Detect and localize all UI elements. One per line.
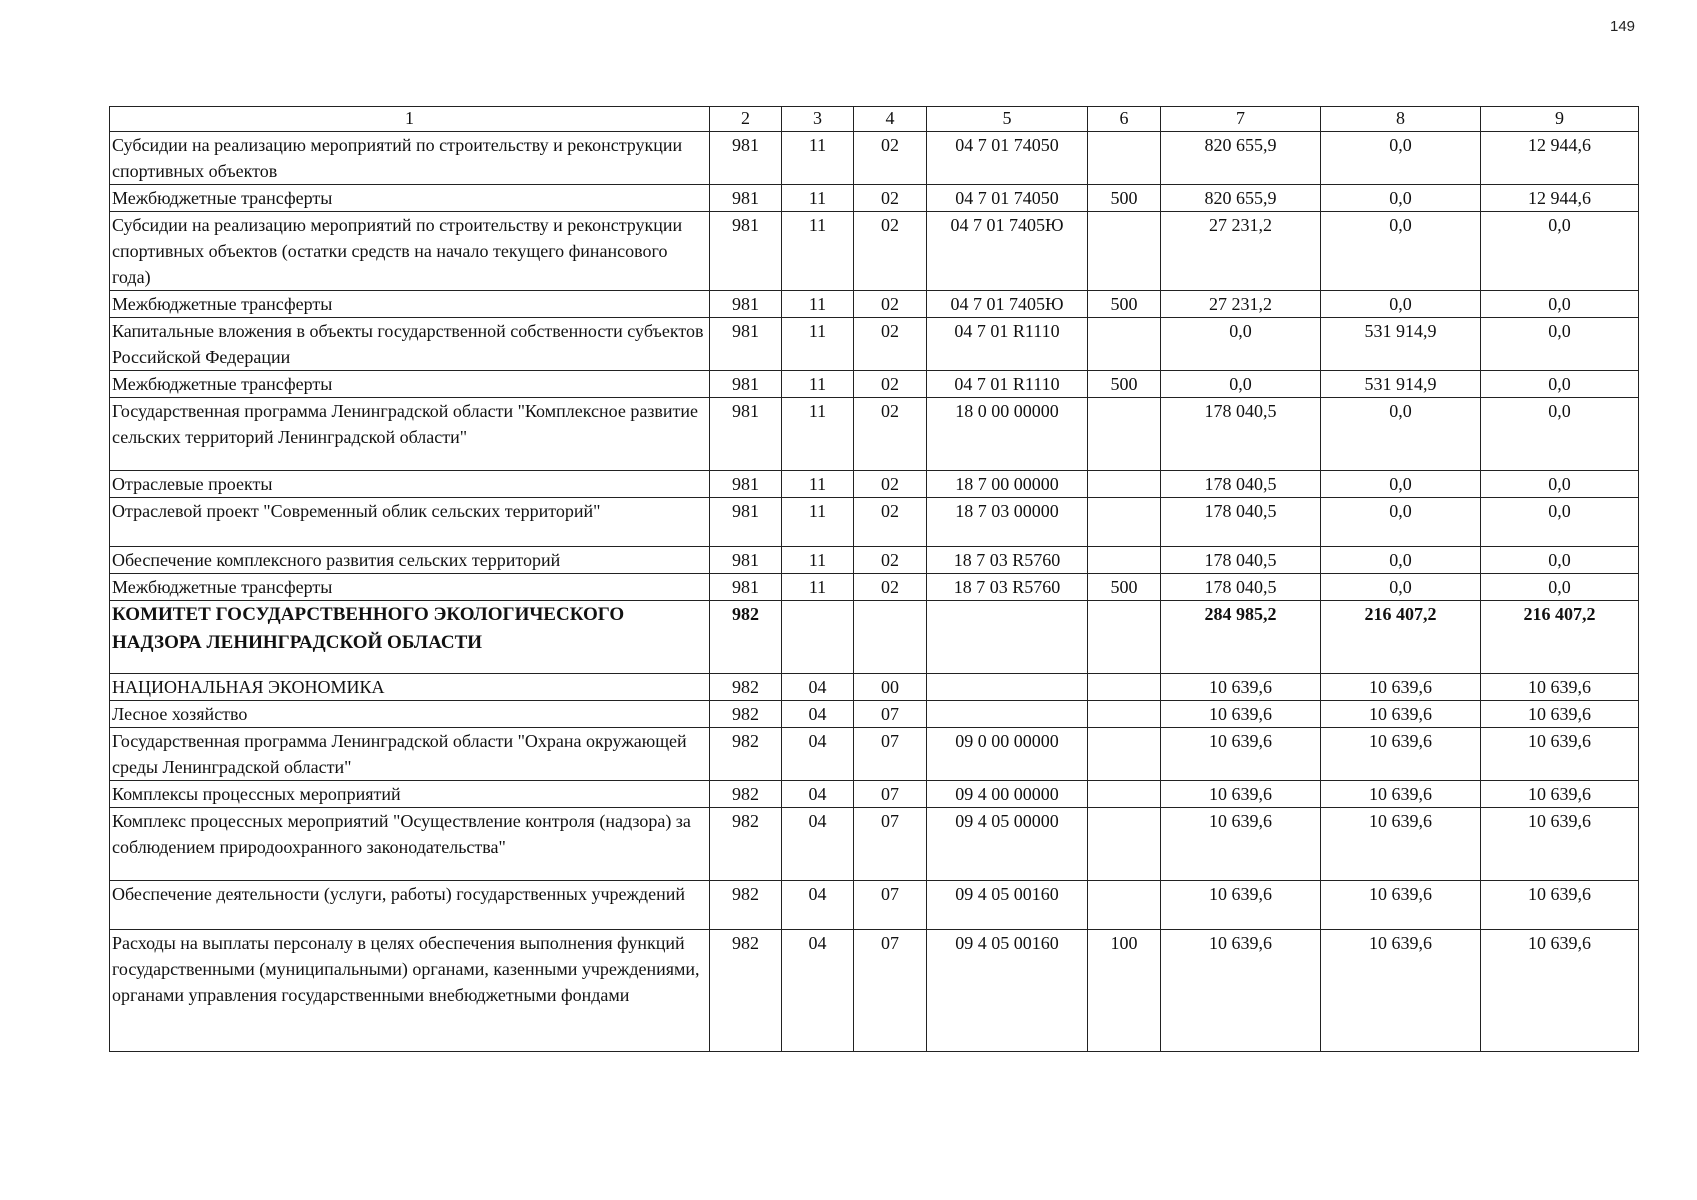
row-code-6: 500 bbox=[1088, 574, 1161, 601]
row-code-2: 982 bbox=[710, 808, 782, 881]
budget-table bbox=[109, 106, 1639, 1052]
row-amount-9: 10 639,6 bbox=[1481, 701, 1639, 728]
row-code-4: 02 bbox=[854, 291, 927, 318]
row-code-5: 09 4 05 00160 bbox=[927, 881, 1088, 930]
row-code-3: 11 bbox=[782, 185, 854, 212]
row-name: Отраслевые проекты bbox=[110, 471, 710, 498]
row-code-4: 02 bbox=[854, 185, 927, 212]
column-header-4: 4 bbox=[854, 107, 927, 132]
row-code-3: 11 bbox=[782, 547, 854, 574]
row-amount-9: 0,0 bbox=[1481, 318, 1639, 371]
row-amount-8: 10 639,6 bbox=[1321, 808, 1481, 881]
row-code-3: 11 bbox=[782, 371, 854, 398]
row-code-5: 04 7 01 R1110 bbox=[927, 318, 1088, 371]
row-amount-8: 0,0 bbox=[1321, 291, 1481, 318]
row-amount-9: 0,0 bbox=[1481, 574, 1639, 601]
table-row bbox=[110, 371, 1639, 398]
row-code-5: 18 7 00 00000 bbox=[927, 471, 1088, 498]
column-number-row bbox=[110, 107, 1639, 132]
row-amount-7: 10 639,6 bbox=[1161, 728, 1321, 781]
row-amount-7: 0,0 bbox=[1161, 371, 1321, 398]
row-amount-9: 10 639,6 bbox=[1481, 781, 1639, 808]
row-name: Обеспечение комплексного развития сельских территорий bbox=[110, 547, 710, 574]
row-code-6 bbox=[1088, 728, 1161, 781]
row-name: Отраслевой проект "Современный облик сельских территорий" bbox=[110, 498, 710, 547]
table-row bbox=[110, 701, 1639, 728]
row-amount-9: 10 639,6 bbox=[1481, 808, 1639, 881]
row-code-2: 981 bbox=[710, 471, 782, 498]
row-code-4 bbox=[854, 601, 927, 674]
row-name: Расходы на выплаты персоналу в целях обеспечения выполнения функций государственными (муниципальными) органами, казенными учреждениями, органами управления государственными внебюджетными фондами bbox=[110, 930, 710, 1052]
table-row bbox=[110, 132, 1639, 185]
row-name: НАЦИОНАЛЬНАЯ ЭКОНОМИКА bbox=[110, 674, 710, 701]
row-amount-8: 0,0 bbox=[1321, 574, 1481, 601]
row-code-2: 981 bbox=[710, 398, 782, 471]
row-code-5 bbox=[927, 701, 1088, 728]
row-code-3: 04 bbox=[782, 674, 854, 701]
column-header-2: 2 bbox=[710, 107, 782, 132]
row-code-6 bbox=[1088, 881, 1161, 930]
row-amount-7: 284 985,2 bbox=[1161, 601, 1321, 674]
row-name: Государственная программа Ленинградской области "Комплексное развитие сельских территорий Ленинградской области" bbox=[110, 398, 710, 471]
column-header-7: 7 bbox=[1161, 107, 1321, 132]
table-row bbox=[110, 185, 1639, 212]
row-amount-7: 10 639,6 bbox=[1161, 701, 1321, 728]
column-header-9: 9 bbox=[1481, 107, 1639, 132]
row-amount-7: 10 639,6 bbox=[1161, 674, 1321, 701]
row-code-5: 18 0 00 00000 bbox=[927, 398, 1088, 471]
row-amount-7: 178 040,5 bbox=[1161, 398, 1321, 471]
row-name: Межбюджетные трансферты bbox=[110, 371, 710, 398]
row-code-3: 11 bbox=[782, 498, 854, 547]
row-name: Капитальные вложения в объекты государственной собственности субъектов Российской Федерации bbox=[110, 318, 710, 371]
row-code-2: 982 bbox=[710, 601, 782, 674]
row-amount-9: 10 639,6 bbox=[1481, 930, 1639, 1052]
table-row bbox=[110, 808, 1639, 881]
column-header-5: 5 bbox=[927, 107, 1088, 132]
row-code-4: 07 bbox=[854, 881, 927, 930]
row-amount-8: 10 639,6 bbox=[1321, 674, 1481, 701]
row-code-5: 04 7 01 74050 bbox=[927, 185, 1088, 212]
row-amount-9: 0,0 bbox=[1481, 398, 1639, 471]
row-code-6 bbox=[1088, 674, 1161, 701]
row-code-6: 500 bbox=[1088, 291, 1161, 318]
row-code-2: 982 bbox=[710, 701, 782, 728]
row-name: Межбюджетные трансферты bbox=[110, 574, 710, 601]
row-amount-7: 10 639,6 bbox=[1161, 808, 1321, 881]
row-code-4: 07 bbox=[854, 701, 927, 728]
row-amount-8: 0,0 bbox=[1321, 398, 1481, 471]
row-code-2: 981 bbox=[710, 291, 782, 318]
row-code-5: 04 7 01 7405Ю bbox=[927, 212, 1088, 291]
row-code-6 bbox=[1088, 471, 1161, 498]
row-code-3: 11 bbox=[782, 574, 854, 601]
row-amount-8: 10 639,6 bbox=[1321, 781, 1481, 808]
row-amount-7: 178 040,5 bbox=[1161, 498, 1321, 547]
row-code-6 bbox=[1088, 547, 1161, 574]
row-name: КОМИТЕТ ГОСУДАРСТВЕННОГО ЭКОЛОГИЧЕСКОГО НАДЗОРА ЛЕНИНГРАДСКОЙ ОБЛАСТИ bbox=[110, 601, 710, 674]
row-code-5 bbox=[927, 601, 1088, 674]
row-code-5: 09 4 05 00000 bbox=[927, 808, 1088, 881]
row-code-4: 07 bbox=[854, 808, 927, 881]
table-body bbox=[110, 107, 1639, 1052]
row-code-3: 11 bbox=[782, 318, 854, 371]
row-amount-7: 27 231,2 bbox=[1161, 291, 1321, 318]
row-code-6 bbox=[1088, 601, 1161, 674]
column-header-8: 8 bbox=[1321, 107, 1481, 132]
row-code-4: 02 bbox=[854, 471, 927, 498]
row-amount-8: 531 914,9 bbox=[1321, 318, 1481, 371]
row-amount-9: 0,0 bbox=[1481, 498, 1639, 547]
table-row bbox=[110, 318, 1639, 371]
row-code-2: 981 bbox=[710, 132, 782, 185]
row-code-3: 04 bbox=[782, 881, 854, 930]
table-row bbox=[110, 291, 1639, 318]
row-amount-7: 178 040,5 bbox=[1161, 547, 1321, 574]
row-code-2: 982 bbox=[710, 728, 782, 781]
row-amount-8: 0,0 bbox=[1321, 185, 1481, 212]
row-code-2: 981 bbox=[710, 318, 782, 371]
table-row bbox=[110, 547, 1639, 574]
row-amount-9: 0,0 bbox=[1481, 212, 1639, 291]
row-code-6 bbox=[1088, 498, 1161, 547]
row-code-4: 07 bbox=[854, 781, 927, 808]
row-code-6 bbox=[1088, 701, 1161, 728]
row-amount-9: 216 407,2 bbox=[1481, 601, 1639, 674]
column-header-6: 6 bbox=[1088, 107, 1161, 132]
table-row bbox=[110, 398, 1639, 471]
table-row bbox=[110, 471, 1639, 498]
table-row bbox=[110, 930, 1639, 1052]
row-name: Обеспечение деятельности (услуги, работы) государственных учреждений bbox=[110, 881, 710, 930]
row-amount-9: 0,0 bbox=[1481, 291, 1639, 318]
row-amount-7: 820 655,9 bbox=[1161, 132, 1321, 185]
row-amount-8: 0,0 bbox=[1321, 212, 1481, 291]
row-code-6 bbox=[1088, 781, 1161, 808]
table-row bbox=[110, 881, 1639, 930]
row-code-2: 981 bbox=[710, 547, 782, 574]
row-code-4: 07 bbox=[854, 728, 927, 781]
row-amount-8: 216 407,2 bbox=[1321, 601, 1481, 674]
row-name: Лесное хозяйство bbox=[110, 701, 710, 728]
row-code-4: 00 bbox=[854, 674, 927, 701]
row-amount-8: 531 914,9 bbox=[1321, 371, 1481, 398]
row-amount-9: 0,0 bbox=[1481, 371, 1639, 398]
row-amount-9: 12 944,6 bbox=[1481, 132, 1639, 185]
row-code-5: 04 7 01 R1110 bbox=[927, 371, 1088, 398]
row-code-6 bbox=[1088, 318, 1161, 371]
row-amount-9: 0,0 bbox=[1481, 547, 1639, 574]
row-code-2: 981 bbox=[710, 574, 782, 601]
row-code-4: 02 bbox=[854, 132, 927, 185]
row-amount-7: 10 639,6 bbox=[1161, 930, 1321, 1052]
row-code-3: 11 bbox=[782, 471, 854, 498]
row-code-4: 02 bbox=[854, 212, 927, 291]
row-code-5 bbox=[927, 674, 1088, 701]
table-row bbox=[110, 781, 1639, 808]
row-amount-9: 10 639,6 bbox=[1481, 881, 1639, 930]
row-code-5: 09 0 00 00000 bbox=[927, 728, 1088, 781]
row-code-4: 02 bbox=[854, 318, 927, 371]
row-amount-8: 0,0 bbox=[1321, 498, 1481, 547]
row-code-2: 981 bbox=[710, 212, 782, 291]
row-amount-7: 178 040,5 bbox=[1161, 471, 1321, 498]
row-code-2: 982 bbox=[710, 881, 782, 930]
column-header-3: 3 bbox=[782, 107, 854, 132]
row-amount-8: 10 639,6 bbox=[1321, 930, 1481, 1052]
row-code-6: 500 bbox=[1088, 185, 1161, 212]
row-code-3: 04 bbox=[782, 930, 854, 1052]
row-amount-7: 10 639,6 bbox=[1161, 881, 1321, 930]
table-row bbox=[110, 498, 1639, 547]
row-amount-8: 10 639,6 bbox=[1321, 701, 1481, 728]
row-amount-8: 0,0 bbox=[1321, 471, 1481, 498]
row-amount-8: 10 639,6 bbox=[1321, 881, 1481, 930]
row-code-3: 11 bbox=[782, 291, 854, 318]
row-amount-9: 0,0 bbox=[1481, 471, 1639, 498]
row-code-5: 18 7 03 R5760 bbox=[927, 547, 1088, 574]
row-code-2: 981 bbox=[710, 371, 782, 398]
row-amount-7: 178 040,5 bbox=[1161, 574, 1321, 601]
row-code-5: 04 7 01 74050 bbox=[927, 132, 1088, 185]
row-code-3: 04 bbox=[782, 781, 854, 808]
row-code-3: 04 bbox=[782, 701, 854, 728]
row-code-3: 04 bbox=[782, 808, 854, 881]
row-code-4: 02 bbox=[854, 398, 927, 471]
row-code-4: 02 bbox=[854, 498, 927, 547]
row-code-4: 02 bbox=[854, 371, 927, 398]
row-amount-8: 0,0 bbox=[1321, 132, 1481, 185]
row-name: Государственная программа Ленинградской области "Охрана окружающей среды Ленинградской области" bbox=[110, 728, 710, 781]
row-amount-8: 0,0 bbox=[1321, 547, 1481, 574]
row-code-3: 11 bbox=[782, 212, 854, 291]
row-code-6 bbox=[1088, 132, 1161, 185]
table-row bbox=[110, 728, 1639, 781]
row-code-6 bbox=[1088, 398, 1161, 471]
row-code-2: 982 bbox=[710, 674, 782, 701]
row-amount-7: 27 231,2 bbox=[1161, 212, 1321, 291]
row-name: Межбюджетные трансферты bbox=[110, 185, 710, 212]
row-code-5: 18 7 03 R5760 bbox=[927, 574, 1088, 601]
row-code-4: 07 bbox=[854, 930, 927, 1052]
row-amount-7: 820 655,9 bbox=[1161, 185, 1321, 212]
row-code-3: 11 bbox=[782, 398, 854, 471]
row-code-5: 18 7 03 00000 bbox=[927, 498, 1088, 547]
row-code-3 bbox=[782, 601, 854, 674]
row-name: Субсидии на реализацию мероприятий по строительству и реконструкции спортивных объектов (остатки средств на начало текущего финансового года) bbox=[110, 212, 710, 291]
page-number: 149 bbox=[1610, 18, 1636, 35]
column-header-1: 1 bbox=[110, 107, 710, 132]
row-code-6: 100 bbox=[1088, 930, 1161, 1052]
table-row bbox=[110, 574, 1639, 601]
row-amount-7: 0,0 bbox=[1161, 318, 1321, 371]
row-code-2: 982 bbox=[710, 930, 782, 1052]
row-code-6 bbox=[1088, 212, 1161, 291]
row-name: Комплекс процессных мероприятий "Осуществление контроля (надзора) за соблюдением природоохранного законодательства" bbox=[110, 808, 710, 881]
row-code-6: 500 bbox=[1088, 371, 1161, 398]
row-amount-7: 10 639,6 bbox=[1161, 781, 1321, 808]
row-code-6 bbox=[1088, 808, 1161, 881]
row-amount-8: 10 639,6 bbox=[1321, 728, 1481, 781]
row-name: Комплексы процессных мероприятий bbox=[110, 781, 710, 808]
row-code-2: 981 bbox=[710, 498, 782, 547]
row-amount-9: 12 944,6 bbox=[1481, 185, 1639, 212]
table-row bbox=[110, 674, 1639, 701]
row-name: Межбюджетные трансферты bbox=[110, 291, 710, 318]
row-code-3: 11 bbox=[782, 132, 854, 185]
row-amount-9: 10 639,6 bbox=[1481, 674, 1639, 701]
row-code-4: 02 bbox=[854, 574, 927, 601]
row-code-4: 02 bbox=[854, 547, 927, 574]
row-code-2: 982 bbox=[710, 781, 782, 808]
row-code-5: 04 7 01 7405Ю bbox=[927, 291, 1088, 318]
table-row bbox=[110, 212, 1639, 291]
row-code-5: 09 4 00 00000 bbox=[927, 781, 1088, 808]
row-code-2: 981 bbox=[710, 185, 782, 212]
table-row bbox=[110, 601, 1639, 674]
row-name: Субсидии на реализацию мероприятий по строительству и реконструкции спортивных объектов bbox=[110, 132, 710, 185]
row-code-3: 04 bbox=[782, 728, 854, 781]
row-code-5: 09 4 05 00160 bbox=[927, 930, 1088, 1052]
row-amount-9: 10 639,6 bbox=[1481, 728, 1639, 781]
